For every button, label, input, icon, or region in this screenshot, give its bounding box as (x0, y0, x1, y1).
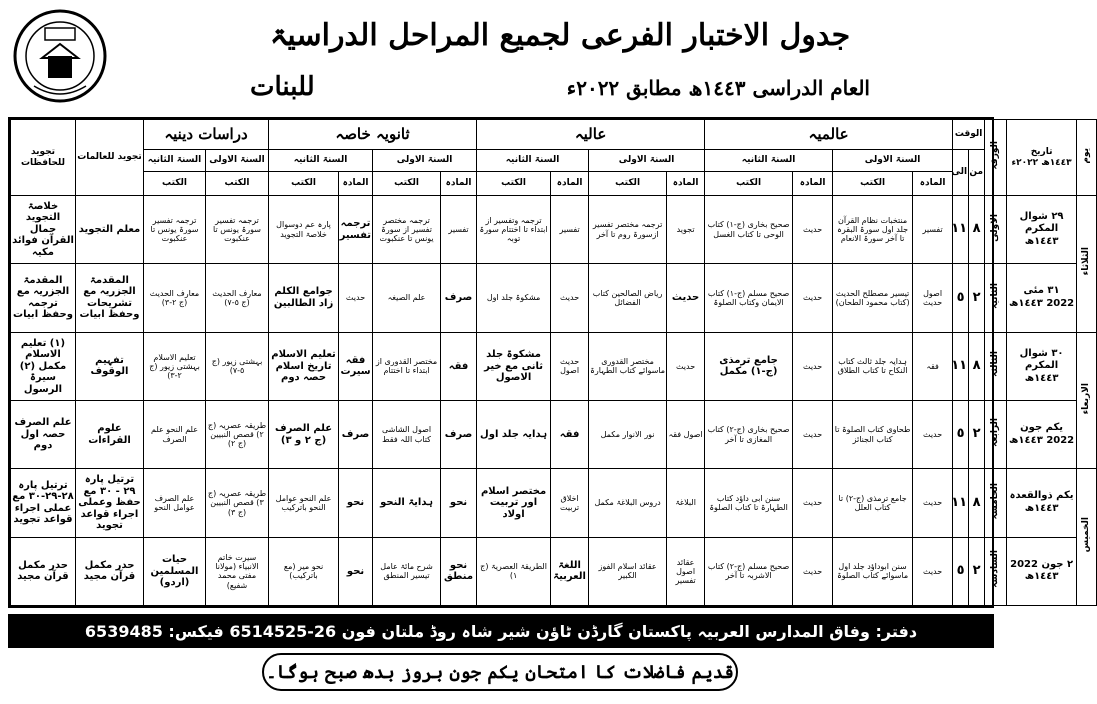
books-cell: ہدایۃ النحو (373, 469, 441, 537)
books-cell: ترجمہ تفسیر سورۃ یونس تا عنکبوت (144, 196, 206, 264)
dirasat-year2: السنۃ الثانیہ (144, 150, 206, 172)
madda-header: المادہ (793, 172, 833, 196)
paper-cell: الخامسہ (990, 482, 1001, 519)
subject-cell: حدیث (793, 332, 833, 400)
books-cell: نحو میر (مع باترکیب) (269, 537, 339, 605)
time-to: ٥ (953, 537, 969, 605)
books-cell: علم النحو عوامل النحو باترکیب (269, 469, 339, 537)
books-cell: صحیح مسلم (ج-١) کتاب الایمان وکتاب الصلوۃ (705, 264, 793, 332)
alamiya-year1: السنۃ الاولی (833, 150, 953, 172)
day-cell: الثلاثاء (1081, 247, 1092, 276)
books-cell: مشکوۃ جلد ثانی مع خیر الاصول (477, 332, 551, 400)
subject-cell: صرف (441, 264, 477, 332)
books-cell: مختصر القدوری از ابتداء تا اختتام (373, 332, 441, 400)
subtitle-line (250, 72, 870, 108)
books-cell: تعلیم الاسلام بہشتی زیور (ج ٢-٣) (144, 332, 206, 400)
subject-cell: حدیث (913, 469, 953, 537)
subject-cell: فقہ سیرت (339, 332, 373, 400)
tajweed-cell: علم الصرف حصہ اول دوم (11, 400, 76, 468)
subject-cell: تفسیر (441, 196, 477, 264)
aliya-year1: السنۃ الاولی (589, 150, 705, 172)
time-to: ١١ (953, 469, 969, 537)
table-row (11, 400, 1097, 468)
books-cell: حیات المسلمین (اردو) (144, 537, 206, 605)
subject-cell: فقہ (551, 400, 589, 468)
books-cell: علم النحو علم الصرف (144, 400, 206, 468)
madda-header: المادہ (667, 172, 705, 196)
subject-cell: حدیث (667, 264, 705, 332)
books-cell: ترجمہ مختصر تفسیر ازسورۃ روم تا آخر (589, 196, 667, 264)
date-cell: ٣١ مئی 2022 ١٤٤٣ھ (1007, 264, 1077, 332)
tajweed-cell: علوم القراءات (76, 400, 144, 468)
col-alamiya: عالمیہ (705, 120, 953, 150)
books-cell: ہدایہ جلد اول (477, 400, 551, 468)
tajweed-cell: المقدمۃ الجزریہ مع ترجمہ وحفظ ابیات (11, 264, 76, 332)
time-from: ٢ (969, 537, 985, 605)
books-cell: تعلیم الاسلام تاریخ اسلام حصہ دوم (269, 332, 339, 400)
wifaq-logo-icon (12, 6, 108, 106)
kutub-header: الکتب (144, 172, 206, 196)
subject-cell: صرف (339, 400, 373, 468)
subject-cell: ترجمہ تفسیر (339, 196, 373, 264)
col-sanviya: ثانویہ خاصہ (269, 120, 477, 150)
for-girls-label: للبنات (250, 72, 315, 102)
page-title: جدول الاختبار الفرعی لجمیع المراحل الدراسیۃ (269, 18, 851, 53)
table-row (11, 469, 1097, 537)
col-date: تاریخ ١٤٤٣ھ ٢٠٢٢ء (1007, 120, 1077, 196)
books-cell: جوامع الکلم زاد الطالبین (269, 264, 339, 332)
subject-cell: نحو منطق (441, 537, 477, 605)
time-from: ٨ (969, 469, 985, 537)
books-cell: سیرت خاتم الانبیاء (مولانا مفتی محمد شفیع) (206, 537, 269, 605)
alamiya-year2: السنۃ الثانیہ (705, 150, 833, 172)
books-cell: ترجمہ تفسیر سورۃ یونس تا عنکبوت (206, 196, 269, 264)
subject-cell: حدیث (913, 400, 953, 468)
books-cell: نور الانوار مکمل (589, 400, 667, 468)
books-cell: عقائد اسلام الفوز الکبیر (589, 537, 667, 605)
subject-cell: نحو (441, 469, 477, 537)
paper-cell: الاولی (990, 213, 1001, 242)
kutub-header: الکتب (833, 172, 913, 196)
subject-cell: حدیث (793, 264, 833, 332)
subject-cell: عقائد اصول تفسیر (667, 537, 705, 605)
subject-cell: اخلاق تربیت (551, 469, 589, 537)
kutub-header: الکتب (373, 172, 441, 196)
table-row (11, 264, 1097, 332)
kutub-header: الکتب (477, 172, 551, 196)
schedule-table (8, 117, 1092, 608)
books-cell: بہشتی زیور (ج ٥-٧) (206, 332, 269, 400)
tajweed-cell: حدر مکمل قرآن مجید (76, 537, 144, 605)
books-cell: ترجمہ وتفسیر از ابتداء تا اختتام سورۃ توبہ (477, 196, 551, 264)
subject-cell: حدیث (551, 264, 589, 332)
subject-cell: حدیث (793, 196, 833, 264)
books-cell: طحاوی کتاب الصلوۃ تا کتاب الجنائز (833, 400, 913, 468)
date-cell: ٢ جون 2022 ١٤٤٣ھ (1007, 537, 1077, 605)
books-cell: طریقہ عصریہ (ج ٣) قصص النبیین (ج ٣) (206, 469, 269, 537)
col-dirasat: دراسات دینیہ (144, 120, 269, 150)
time-from: ٢ (969, 400, 985, 468)
table-row (11, 196, 1097, 264)
day-cell: الخمیس (1081, 517, 1092, 553)
col-day: یوم (1081, 148, 1092, 164)
books-cell: علم الصیغہ (373, 264, 441, 332)
time-to: ٥ (953, 400, 969, 468)
tajweed-cell: ترتیل پارہ ٢٩ - ٣٠ مع حفظ وعملی اجراء قواعد تجوید (76, 469, 144, 537)
books-cell: ترجمہ مختصر تفسیر از سورۃ یونس تا عنکبوت (373, 196, 441, 264)
col-paper: الورقہ (990, 141, 1001, 170)
col-tajweed-alimat: تجوید للعالمات (76, 120, 144, 196)
tajweed-cell: حدر مکمل قرآن مجید (11, 537, 76, 605)
tajweed-cell: معلم التجوید (76, 196, 144, 264)
books-cell: تیسیر مصطلح الحدیث (کتاب محمود الطحان) (833, 264, 913, 332)
kutub-header: الکتب (705, 172, 793, 196)
subject-cell: اللغۃ العربیۃ (551, 537, 589, 605)
books-cell: پارہ عم دوسوال خلاصۃ التجوید (269, 196, 339, 264)
kutub-header: الکتب (589, 172, 667, 196)
tajweed-cell: تفہیم الوقوف (76, 332, 144, 400)
paper-cell: الثانیہ (990, 282, 1001, 309)
subject-cell: البلاغۃ (667, 469, 705, 537)
subject-cell: حدیث (913, 537, 953, 605)
date-cell: یکم جون 2022 ١٤٤٣ھ (1007, 400, 1077, 468)
day-cell: الاربعاء (1081, 382, 1092, 414)
books-cell: جامع ترمذی (ج-٢) تا کتاب العلل (833, 469, 913, 537)
date-cell: یکم ذوالقعدہ ١٤٤٣ھ (1007, 469, 1077, 537)
books-cell: صحیح مسلم (ج-٢) کتاب الاشربہ تا آخر (705, 537, 793, 605)
tajweed-cell: ترتیل پارہ ٢٨-٢٩-٣٠ مع عملی اجراء قواعد تجوید (11, 469, 76, 537)
madda-header: المادہ (913, 172, 953, 196)
time-from: ٢ (969, 264, 985, 332)
books-cell: سنن ابی داؤد کتاب الطہارۃ تا کتاب الصلوۃ (705, 469, 793, 537)
col-aliya: عالیہ (477, 120, 705, 150)
books-cell: علم الصرف عوامل النحو (144, 469, 206, 537)
paper-cell: السادسہ (990, 550, 1001, 588)
books-cell: دروس البلاغۃ مکمل (589, 469, 667, 537)
col-tajweed-hafizat: تجوید للحافظات (11, 120, 76, 196)
books-cell: معارف الحدیث (ج ٥-٧) (206, 264, 269, 332)
office-address-banner: دفتر: وفاق المدارس العربیہ پاکستان گارڈن ٹاؤن شیر شاہ روڈ ملتان فون 26-6514525 فیکس: 6539485 (8, 614, 994, 648)
aliya-year2: السنۃ الثانیہ (477, 150, 589, 172)
notice-box: قدیم فاضلات کا امتحان یکم جون بروز بدھ صبح ہوگا۔ (262, 653, 738, 691)
subject-cell: صرف (441, 400, 477, 468)
books-cell: صحیح بخاری (ج-٢) کتاب المغازی تا آخر (705, 400, 793, 468)
academic-year: العام الدراسی ١٤٤٣ھ مطابق ٢٠٢٢ء (566, 76, 870, 100)
paper-cell: الرابعہ (990, 418, 1001, 447)
date-cell: ٢٩ شوال المکرم ١٤٤٣ھ (1007, 196, 1077, 264)
paper-cell: الثالثہ (990, 351, 1001, 378)
subject-cell: حدیث (339, 264, 373, 332)
subject-cell: حدیث (793, 400, 833, 468)
subject-cell: اصول فقہ (667, 400, 705, 468)
books-cell: طریقہ عصریہ (ج ٢) قصص النبیین (ج ٢) (206, 400, 269, 468)
time-to: ٥ (953, 264, 969, 332)
books-cell: مشکوۃ جلد اول (477, 264, 551, 332)
subject-cell: تفسیر (551, 196, 589, 264)
table-row (11, 332, 1097, 400)
time-from: ٨ (969, 196, 985, 264)
table-row (11, 537, 1097, 605)
tajweed-cell: المقدمۃ الجزریہ مع تشریحات وحفظ ابیات (76, 264, 144, 332)
subject-cell: حدیث (793, 537, 833, 605)
sanviya-year2: السنۃ الثانیہ (269, 150, 373, 172)
books-cell: صحیح بخاری (ج-١) کتاب الوحی تا کتاب الغسل (705, 196, 793, 264)
subject-cell: اصول حدیث (913, 264, 953, 332)
books-cell: مختصر القدوری ماسوائے کتاب الطہارۃ (589, 332, 667, 400)
col-to: الی (953, 150, 969, 196)
subject-cell: فقہ (913, 332, 953, 400)
subject-cell: حدیث (793, 469, 833, 537)
subject-cell: تفسیر (913, 196, 953, 264)
time-to: ١١ (953, 332, 969, 400)
dirasat-year1: السنۃ الاولی (206, 150, 269, 172)
madda-header: المادہ (441, 172, 477, 196)
books-cell: اصول الشاشی کتاب اللہ فقط (373, 400, 441, 468)
books-cell: معارف الحدیث (ج ٢-٣) (144, 264, 206, 332)
col-from: من (969, 150, 985, 196)
subject-cell: نحو (339, 469, 373, 537)
madda-header: المادہ (339, 172, 373, 196)
books-cell: شرح مائۃ عامل تیسیر المنطق (373, 537, 441, 605)
books-cell: ریاض الصالحین کتاب الفضائل (589, 264, 667, 332)
books-cell: جامع ترمذی (ج-١) مکمل (705, 332, 793, 400)
tajweed-cell: (١) تعلیم الاسلام مکمل (٢) سیرۃ الرسول (11, 332, 76, 400)
col-time: الوقت (953, 120, 985, 150)
sanviya-year1: السنۃ الاولی (373, 150, 477, 172)
books-cell: الطریقۃ العصریۃ (ج ١) (477, 537, 551, 605)
madda-header: المادہ (551, 172, 589, 196)
subject-cell: نحو (339, 537, 373, 605)
tajweed-cell: خلاصۃ التجوید جمال القرآن فوائد مکیہ (11, 196, 76, 264)
date-cell: ٣٠ شوال المکرم ١٤٤٣ھ (1007, 332, 1077, 400)
books-cell: سنن ابوداؤد جلد اول ماسوائے کتاب الصلوۃ (833, 537, 913, 605)
kutub-header: الکتب (206, 172, 269, 196)
time-from: ٨ (969, 332, 985, 400)
subject-cell: تجوید (667, 196, 705, 264)
subject-cell: حدیث اصول (551, 332, 589, 400)
time-to: ١١ (953, 196, 969, 264)
subject-cell: فقہ (441, 332, 477, 400)
kutub-header: الکتب (269, 172, 339, 196)
subject-cell: حدیث (667, 332, 705, 400)
books-cell: ہدایہ جلد ثالث کتاب النکاح تا کتاب الطلاق (833, 332, 913, 400)
books-cell: علم الصرف (ج ٢ و ٣) (269, 400, 339, 468)
books-cell: منتخبات نظام القرآن جلد اول سورۃ البقرہ تا آخر سورۃ الانعام (833, 196, 913, 264)
books-cell: مختصر اسلام اور تربیت اولاد (477, 469, 551, 537)
